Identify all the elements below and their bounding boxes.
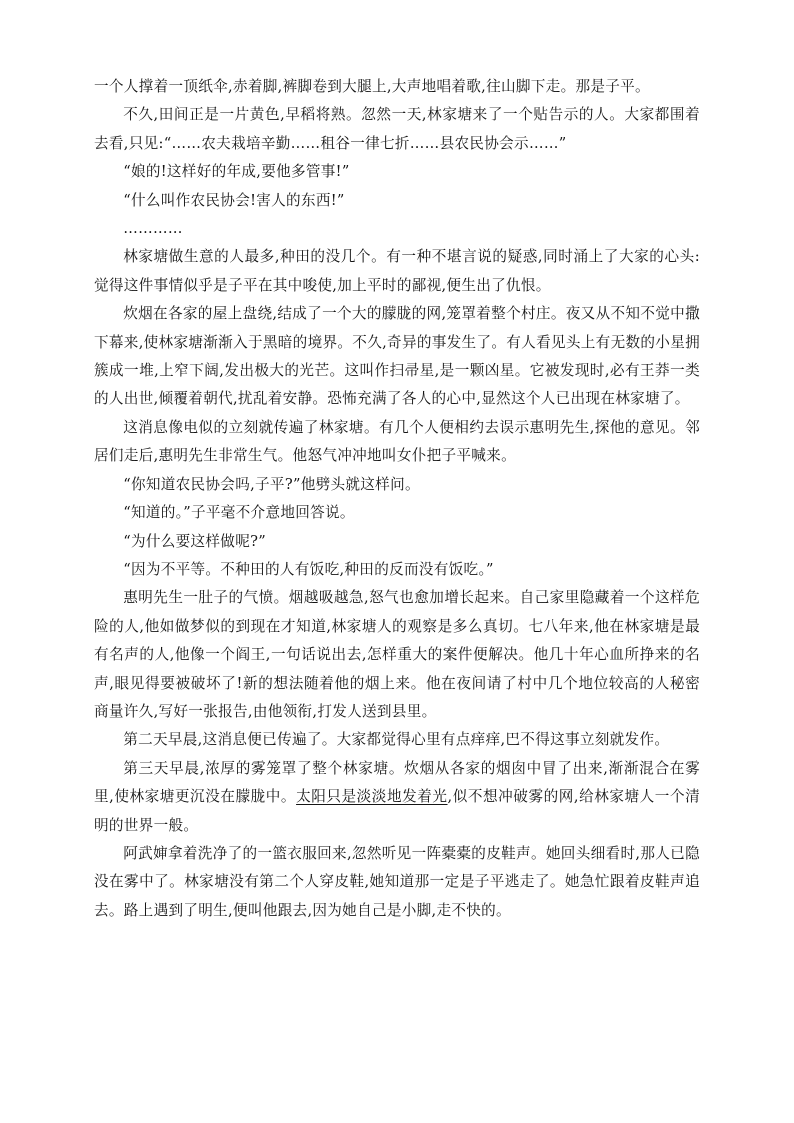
paragraph-7: 这消息像电似的立刻就传遍了林家塘。有几个人便相约去误示惠明先生,探他的意见。邻居们走后,惠明先生非常生气。他怒气冲冲地叫女仆把子平喊来。 (94, 418, 700, 465)
ellipsis-line: ………… (123, 220, 183, 238)
paragraph-1: 一个人撑着一顶纸伞,赤着脚,裤脚卷到大腿上,大声地唱着歌,往山脚下走。那是子平。 (94, 78, 650, 95)
paragraph-6: 炊烟在各家的屋上盘绕,结成了一个大的朦胧的网,笼罩着整个村庄。夜又从不知不觉中撒下幕来,使林家塘渐渐入于黑暗的境界。不久,奇异的事发生了。有人看见头上有无数的小星拥簇成一堆,上窄下阔,发出极大的光芒。这叫作扫帚星,是一颗凶星。它被发现时,必有王莽一类的人出世,倾覆着朝代,扰乱着安静。恐怖充满了各人的心中,显然这个人已出现在林家塘了。 (94, 305, 700, 408)
paragraph-14 (94, 755, 700, 840)
paragraph-5: 林家塘做生意的人最多,种田的没几个。有一种不堪言说的疑惑,同时涌上了大家的心头:觉得这件事情似乎是子平在其中唆使,加上平时的鄙视,便生出了仇恨。 (94, 248, 700, 294)
paragraph-14-after: ,似不想冲破雾的网,给林家塘人一个清明的世界一般。 (94, 788, 700, 834)
paragraph-2: 不久,田间正是一片黄色,早稻将熟。忽然一天,林家塘来了一个贴告示的人。大家都围着去看,只见:“……农夫栽培辛勤……租谷一律七折……县农民协会示……” (94, 106, 700, 152)
document-page (94, 73, 700, 925)
paragraph-8: “你知道农民协会吗,子平?”他劈头就这样问。 (123, 475, 420, 493)
underlined-sentence: 太阳只是淡淡地发着光 (296, 788, 448, 806)
paragraph-14-before: 第三天早晨,浓厚的雾笼罩了整个林家塘。炊烟从各家的烟囱中冒了出来,渐渐混合在雾里,使林家塘更沉没在朦胧中。 (94, 759, 700, 806)
paragraph-9: “知道的。”子平毫不介意地回答说。 (123, 504, 355, 522)
paragraph-15: 阿武婶拿着洗净了的一篮衣服回来,忽然听见一阵橐橐的皮鞋声。她回头细看时,那人已隐没在雾中了。林家塘没有第二个人穿皮鞋,她知道那一定是子平逃走了。她急忙跟着皮鞋声追去。路上遇到了明生,便叫他跟去,因为她自己是小脚,走不快的。 (94, 844, 700, 919)
paragraph-3: “娘的!这样好的年成,要他多管事!” (123, 163, 350, 181)
paragraph-4: “什么叫作农民协会!害人的东西!” (123, 191, 345, 209)
paragraph-12: 惠明先生一肚子的气愤。烟越吸越急,怒气也愈加增长起来。自己家里隐藏着一个这样危险的人,他如做梦似的到现在才知道,林家塘人的观察是多么真切。七八年来,他在林家塘是最有名声的人,他像一个阎王,一句话说出去,怎样重大的案件便解决。他几十年心血所挣来的名声,眼见得要被破坏了!新的想法随着他的烟上来。他在夜间请了村中几个地位较高的人秘密商量许久,写好一张报告,由他领衔,打发人送到县里。 (94, 589, 700, 720)
paragraph-13: 第二天早晨,这消息便已传遍了。大家都觉得心里有点痒痒,巴不得这事立刻就发作。 (123, 731, 670, 749)
paragraph-11: “因为不平等。不种田的人有饭吃,种田的反而没有饭吃。” (123, 560, 494, 578)
paragraph-10: “为什么要这样做呢?” (123, 532, 266, 550)
